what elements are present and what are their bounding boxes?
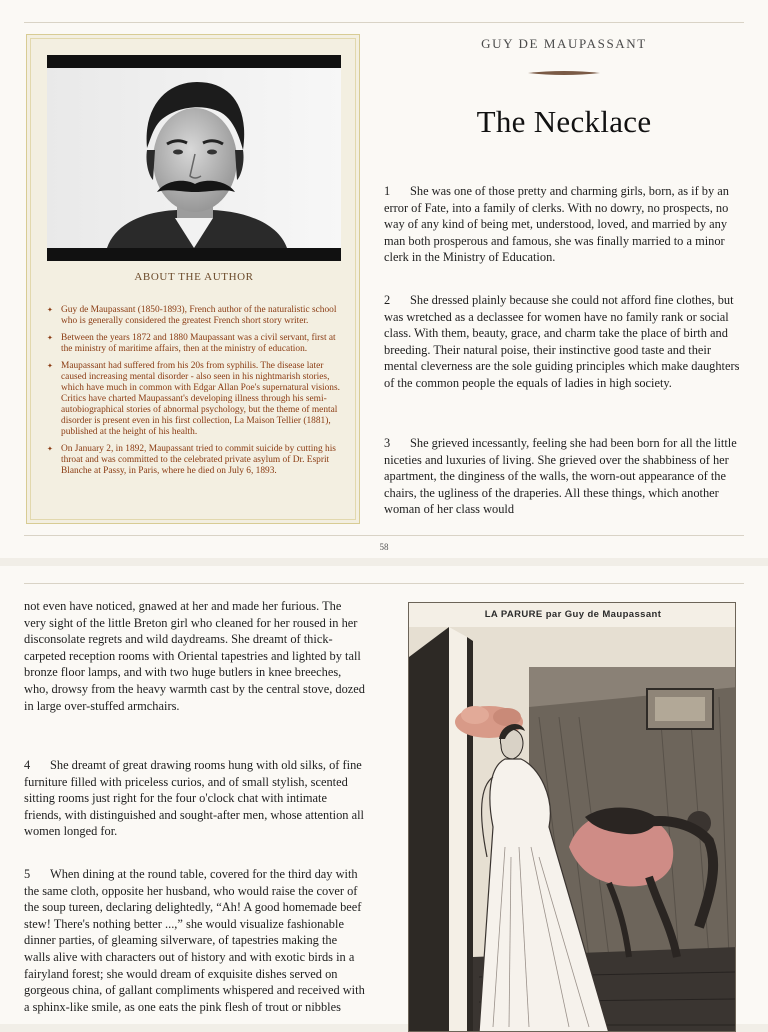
page-59: [0, 566, 768, 1024]
paragraph-number: 2: [384, 293, 391, 307]
la-parure-illustration: [408, 602, 736, 1032]
story-paragraph-3: [384, 435, 744, 518]
top-rule: [24, 22, 744, 23]
illustration-artwork: [409, 627, 736, 1032]
paragraph-number: 5: [24, 867, 31, 881]
author-fact: ✦ Guy de Maupassant (1850-1893), French author of the naturalistic school who is generally considered the greatest French short story writer.: [47, 305, 345, 327]
page-number: 58: [379, 542, 389, 552]
story-paragraph-5: [24, 866, 366, 1015]
author-facts-list: [47, 305, 345, 483]
author-fact: ✦ On January 2, in 1892, Maupassant tried to commit suicide by cutting his throat and was committed to the celebrated private asylum of Dr. Esprit Blanche at Passy, in Paris, where he died on July 6, 1893.: [47, 444, 345, 477]
story-author: GUY DE MAUPASSANT: [481, 36, 647, 51]
illustration-caption: LA PARURE par Guy de Maupassant: [484, 609, 662, 620]
paragraph-text: She dressed plainly because she could not afford fine clothes, but was wretched as a declassee for women have no family rank or social class. With them, beauty, grace, and charm take the place of birth and breeding. Their natural poise, their instinctive good taste and their mental cleverness are the sole guiding principles which make daughters of the common people the equals of ladies in high society.: [384, 293, 740, 390]
story-paragraph-2: [384, 292, 744, 392]
author-fact: ✦ Between the years 1872 and 1880 Maupassant was a civil servant, first at the ministry of maritime affairs, then at the ministry of education.: [47, 333, 345, 355]
bottom-rule: [24, 535, 744, 536]
top-rule: [24, 583, 744, 584]
paragraph-number: 3: [384, 436, 391, 450]
about-the-author-heading: ABOUT THE AUTHOR: [134, 271, 254, 283]
author-portrait-image: [47, 68, 341, 248]
story-paragraph-1: [384, 183, 744, 266]
paragraph-text: She was one of those pretty and charming girls, born, as if by an error of Fate, into a family of clerks. With no dowry, no prospects, no way of any kind of being met, understood, loved, and married by any man both prosperous and famous, she was finally married to a minor clerk in the Ministry of Education.: [384, 184, 729, 265]
paragraph-text: She grieved incessantly, feeling she had been born for all the little niceties and luxuries of living. She grieved over the shabbiness of her apartment, the dinginess of the walls, the worn-out appearance of the chairs, the ugliness of the draperies. All these things, which another woman of her class would: [384, 436, 737, 517]
paragraph-number: 1: [384, 184, 391, 198]
about-the-author-panel: [26, 34, 360, 524]
story-paragraph-3-continued: not even have noticed, gnawed at her and made her furious. The very sight of the little Breton girl who cleaned for her roused in her disconsolate regrets and wild daydreams. She dreamt of thick-carpeted reception rooms with Oriental tapestries and lighted by tall bronze floor lamps, and with two huge butlers in knee breeches, who, drowsy from the heavy warmth cast by the central stove, dozed in large over-stuffed armchairs.: [24, 599, 365, 713]
paragraph-number: 4: [24, 758, 31, 772]
author-portrait: [47, 55, 341, 261]
author-fact: ✦ Maupassant had suffered from his 20s from syphilis. The disease later caused increasing mental disorder - also seen in his nightmarish stories, which have much in common with Edgar Allan Poe's supernatural visions. Critics have charted Maupassant's developing illness through his semi-autobiographical stories of abnormal psychology, but the theme of mental disorder is present even in his first collection, La Maison Tellier (1881), published at the height of his health.: [47, 361, 345, 438]
story-title: The Necklace: [476, 104, 652, 139]
story-paragraph-4: [24, 757, 366, 840]
paragraph-text: When dining at the round table, covered for the third day with the same cloth, opposite her husband, who would raise the cover of the soup tureen, declaring delightedly, “Ah! A good homemade beef stew! There's nothing better ...,” she would visualize fashionable dinner parties, of gleaming silverware, of tapestries making the walls alive with characters out of history and with exotic birds in a fairyland forest; she would dream of exquisite dishes served on gorgeous china, of gallant compliments whispered and received with a sphinx-like smile, as one eats the pink flesh of trout or nibbles: [24, 867, 365, 1014]
ornament-divider-icon: [528, 68, 600, 78]
paragraph-text: She dreamt of great drawing rooms hung with old silks, of fine furniture filled with priceless curios, and of small stylish, scented sitting rooms just right for the four o'clock chat with intimate friends, with distinguished and sought-after men, whose attention all women longed for.: [24, 758, 364, 839]
